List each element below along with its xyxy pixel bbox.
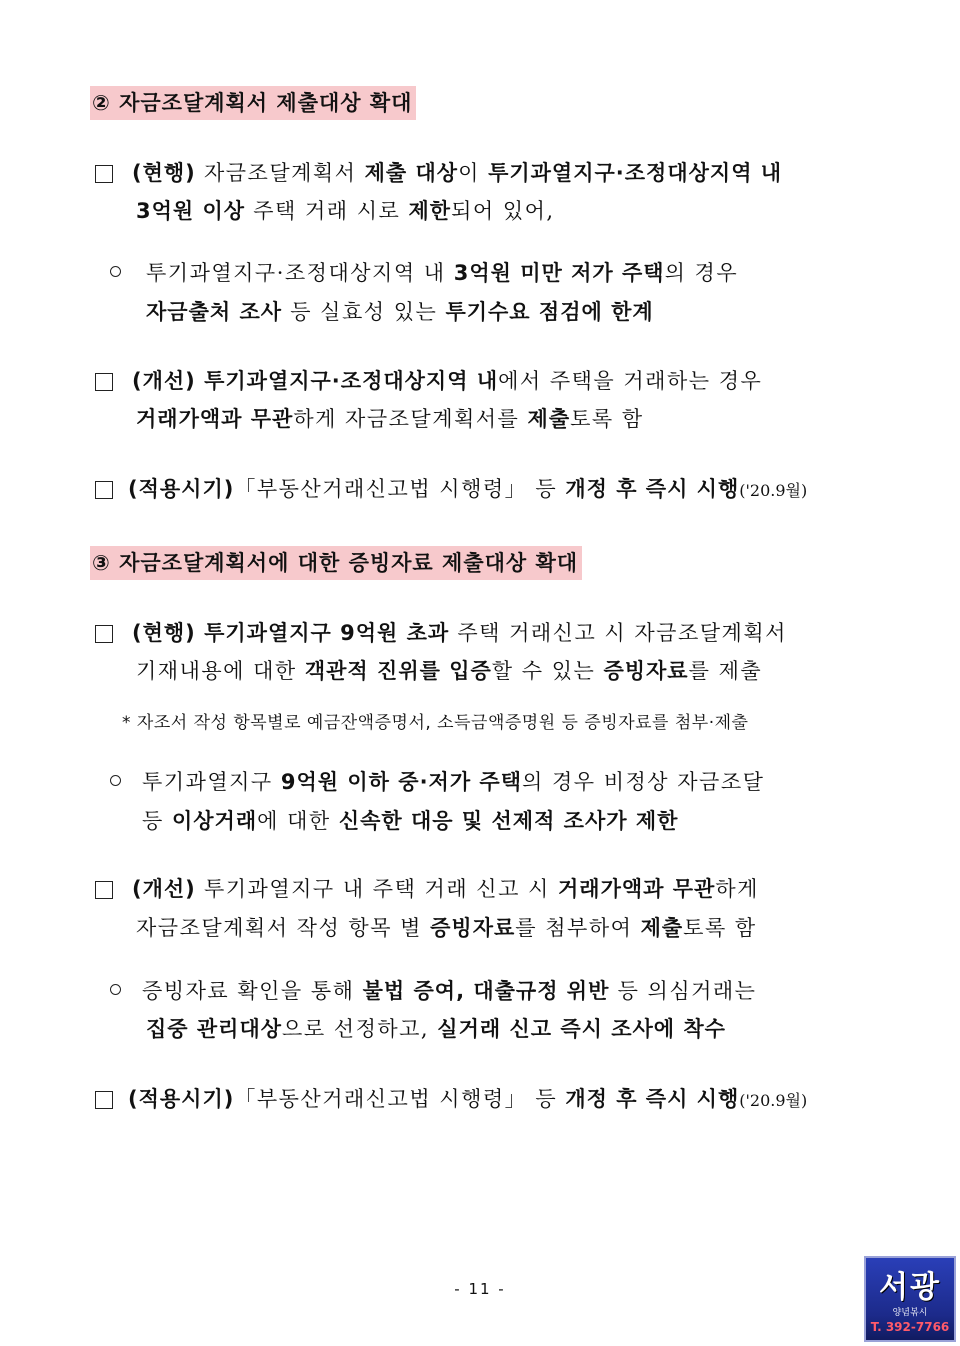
paragraph-line: [146, 297, 654, 327]
bullet-circle-icon: [110, 984, 121, 995]
bold-text: 거래가액과 무관: [558, 877, 716, 901]
bold-text: 제출: [527, 407, 571, 431]
text-run: 투기과열지구·조정대상지역 내: [146, 261, 454, 285]
text-run: 주택 거래신고 시 자금조달계획서: [449, 621, 787, 645]
paragraph-line: [132, 874, 759, 904]
paragraph-line: [136, 656, 762, 686]
text-run: 으로 선정하고,: [282, 1017, 438, 1041]
publisher-logo: [864, 1256, 956, 1342]
text-run: 하게 자금조달계획서를: [293, 407, 528, 431]
bold-text: 제출: [640, 916, 684, 940]
paragraph-line: [142, 976, 756, 1006]
section-heading-3: ③ 자금조달계획서에 대한 증빙자료 제출대상 확대: [90, 546, 582, 580]
logo-subtitle: 양념볶시: [892, 1308, 928, 1318]
paragraph-line: [136, 913, 757, 943]
text-run: 를 첨부하여: [515, 916, 641, 940]
footnote: * 자조서 작성 항목별로 예금잔액증명서, 소득금액증명원 등 증빙자료를 첨부·제출: [122, 713, 749, 733]
bold-text: 집중 관리대상: [146, 1017, 283, 1041]
text-run: 를 제출: [688, 659, 763, 683]
page-number: - 11 -: [454, 1280, 506, 1298]
paragraph-line: [128, 474, 807, 506]
paragraph-line: [142, 806, 678, 836]
logo-name: 서광: [879, 1270, 941, 1305]
bold-text: 투기수요 점검에 한계: [445, 300, 654, 324]
bold-text: 객관적 진위를 입증: [304, 659, 492, 683]
bold-text: 제출 대상: [364, 161, 459, 185]
bold-text: 9억원 이하 중·저가 주택: [280, 770, 523, 794]
bullet-circle-icon: [110, 266, 121, 277]
checkbox-square-icon: [95, 373, 113, 391]
text-run: 「부동산거래신고법 시행령」 등: [234, 1087, 566, 1111]
text-run: 토록 함: [570, 407, 644, 431]
bold-text: 투기과열지구·조정대상지역 내: [204, 369, 499, 393]
text-run: ('20.9월): [739, 1091, 808, 1110]
bold-text: 신속한 대응 및 선제적 조사가 제한: [338, 809, 679, 833]
checkbox-square-icon: [95, 1091, 113, 1109]
logo-phone: T. 392-7766: [870, 1320, 950, 1334]
bold-text: 이상거래: [171, 809, 258, 833]
paragraph-line: [142, 767, 764, 797]
paragraph-line: [136, 404, 644, 434]
paragraph-line: [132, 618, 787, 648]
bold-text: 거래가액과 무관: [136, 407, 294, 431]
text-run: 되어 있어,: [451, 199, 555, 223]
bold-text: 투기과열지구 9억원 초과: [204, 621, 450, 645]
text-run: 할 수 있는: [491, 659, 604, 683]
bold-text: 자금출처 조사: [146, 300, 283, 324]
text-run: 등 의심거래는: [609, 979, 757, 1003]
text-run: ('20.9월): [739, 481, 808, 500]
bold-text: 제한: [408, 199, 452, 223]
text-run: 증빙자료 확인을 통해: [142, 979, 363, 1003]
bold-text: (현행): [132, 621, 205, 645]
paragraph-line: [128, 1084, 807, 1116]
bold-text: 증빙자료: [430, 916, 516, 940]
text-run: 투기과열지구 내 주택 거래 신고 시: [195, 877, 559, 901]
paragraph-line: [146, 258, 738, 288]
text-run: 자금조달계획서 작성 항목 별: [136, 916, 431, 940]
text-run: 「부동산거래신고법 시행령」 등: [234, 477, 566, 501]
text-run: 이: [458, 161, 489, 185]
checkbox-square-icon: [95, 165, 113, 183]
checkbox-square-icon: [95, 625, 113, 643]
bold-text: (현행): [132, 161, 196, 185]
paragraph-line: [132, 366, 762, 396]
bold-text: 3억원 이상: [136, 199, 246, 223]
bold-text: 3억원 미만 저가 주택: [453, 261, 665, 285]
text-run: 토록 함: [683, 916, 757, 940]
text-run: 등 실효성 있는: [282, 300, 446, 324]
text-run: 에서 주택을 거래하는 경우: [498, 369, 763, 393]
text-run: 의 경우: [664, 261, 739, 285]
text-run: 등: [142, 809, 172, 833]
text-run: 하게: [715, 877, 759, 901]
checkbox-square-icon: [95, 881, 113, 899]
text-run: 주택 거래 시로: [245, 199, 409, 223]
checkbox-square-icon: [95, 481, 113, 499]
text-run: 에 대한: [257, 809, 339, 833]
bold-text: 실거래 신고 즉시 조사에 착수: [437, 1017, 726, 1041]
bold-text: 투기과열지구·조정대상지역 내: [488, 161, 783, 185]
text-run: 투기과열지구: [142, 770, 281, 794]
text-run: 기재내용에 대한: [136, 659, 305, 683]
bold-text: 개정 후 즉시 시행: [565, 477, 740, 501]
bold-text: (개선): [132, 877, 196, 901]
text-run: 의 경우 비정상 자금조달: [522, 770, 765, 794]
bold-text: 증빙자료: [603, 659, 689, 683]
bold-text: (개선): [132, 369, 205, 393]
section-heading-2: ② 자금조달계획서 제출대상 확대: [90, 86, 416, 120]
bold-text: 개정 후 즉시 시행: [565, 1087, 740, 1111]
paragraph-line: [132, 158, 782, 188]
bold-text: (적용시기): [128, 1087, 235, 1111]
bold-text: (적용시기): [128, 477, 235, 501]
bold-text: 불법 증여, 대출규정 위반: [362, 979, 610, 1003]
bullet-circle-icon: [110, 775, 121, 786]
paragraph-line: [146, 1014, 726, 1044]
text-run: 자금조달계획서: [195, 161, 365, 185]
paragraph-line: [136, 196, 555, 226]
